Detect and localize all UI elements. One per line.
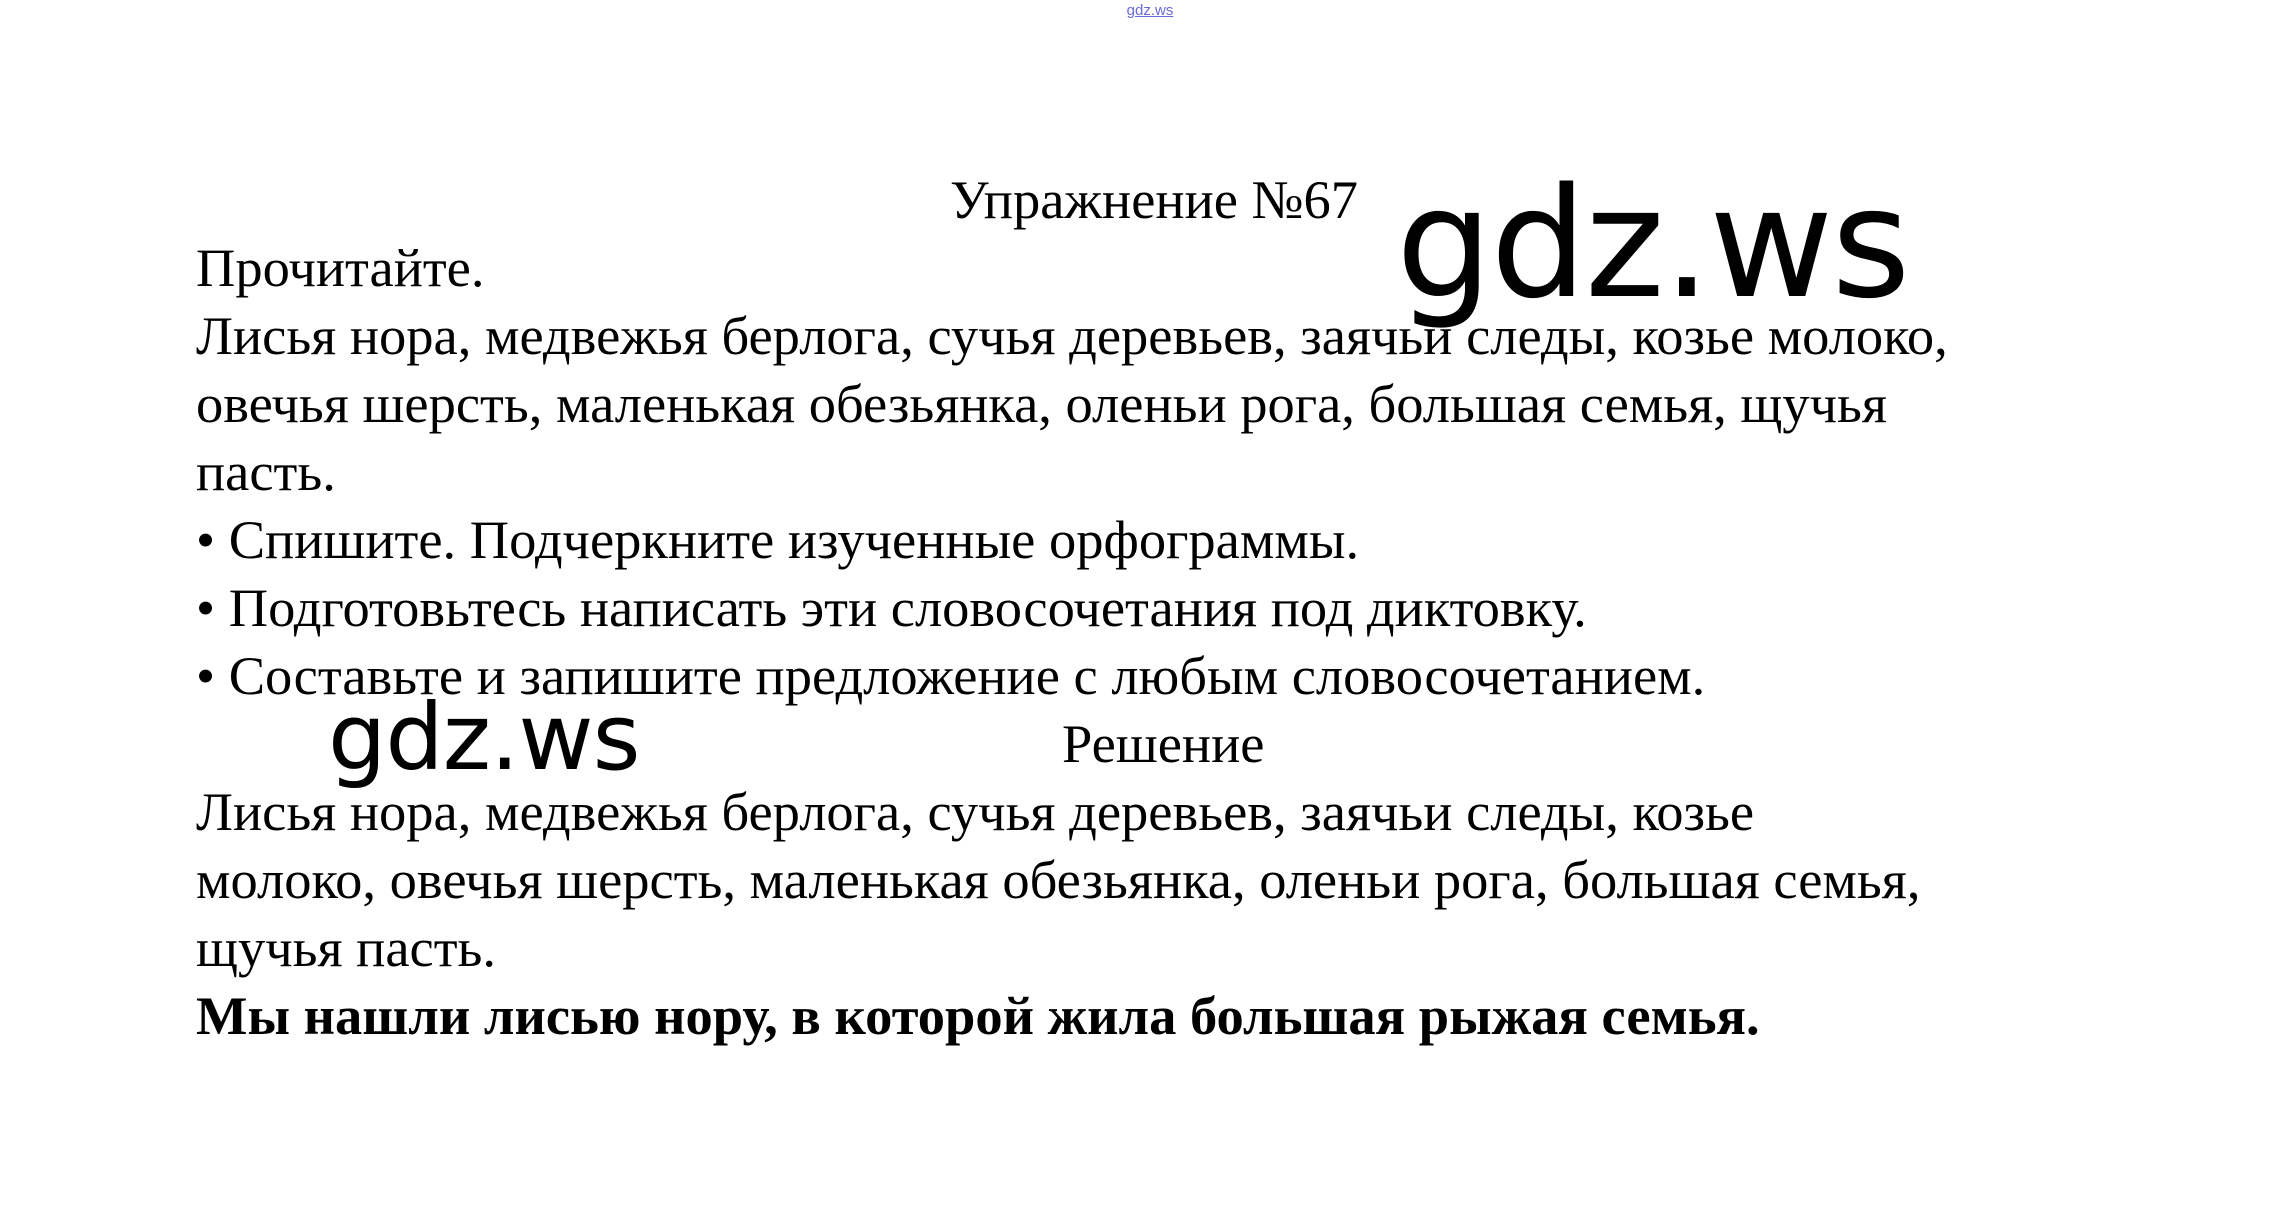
exercise-text-line: Лисья нора, медвежья берлога, сучья деревьев, заячьи следы, козье молоко, xyxy=(196,305,1948,366)
exercise-title: Упражнение №67 xyxy=(950,169,1359,230)
task-item: • Спишите. Подчеркните изученные орфограммы. xyxy=(196,509,1360,570)
watermark-large: gdz.ws xyxy=(1396,155,1909,332)
exercise-text-line: пасть. xyxy=(196,441,336,502)
task-item: • Подготовьтесь написать эти словосочетания под диктовку. xyxy=(196,577,1587,638)
watermark-small: gdz.ws xyxy=(328,684,640,791)
exercise-instruction: Прочитайте. xyxy=(196,237,485,298)
answer-sentence: Мы нашли лисью нору, в которой жила большая рыжая семья. xyxy=(196,985,1760,1046)
exercise-text-line: овечья шерсть, маленькая обезьянка, оленьи рога, большая семья, щучья xyxy=(196,373,1887,434)
solution-text-line: молоко, овечья шерсть, маленькая обезьянка, оленьи рога, большая семья, xyxy=(196,849,1921,910)
solution-heading: Решение xyxy=(1062,713,1265,774)
task-item: • Составьте и запишите предложение с любым словосочетанием. xyxy=(196,645,1706,706)
solution-text-line: щучья пасть. xyxy=(196,917,497,978)
solution-text-line: Лисья нора, медвежья берлога, сучья деревьев, заячьи следы, козье xyxy=(196,781,1755,842)
site-mark-link[interactable]: gdz.ws xyxy=(1126,2,1174,19)
